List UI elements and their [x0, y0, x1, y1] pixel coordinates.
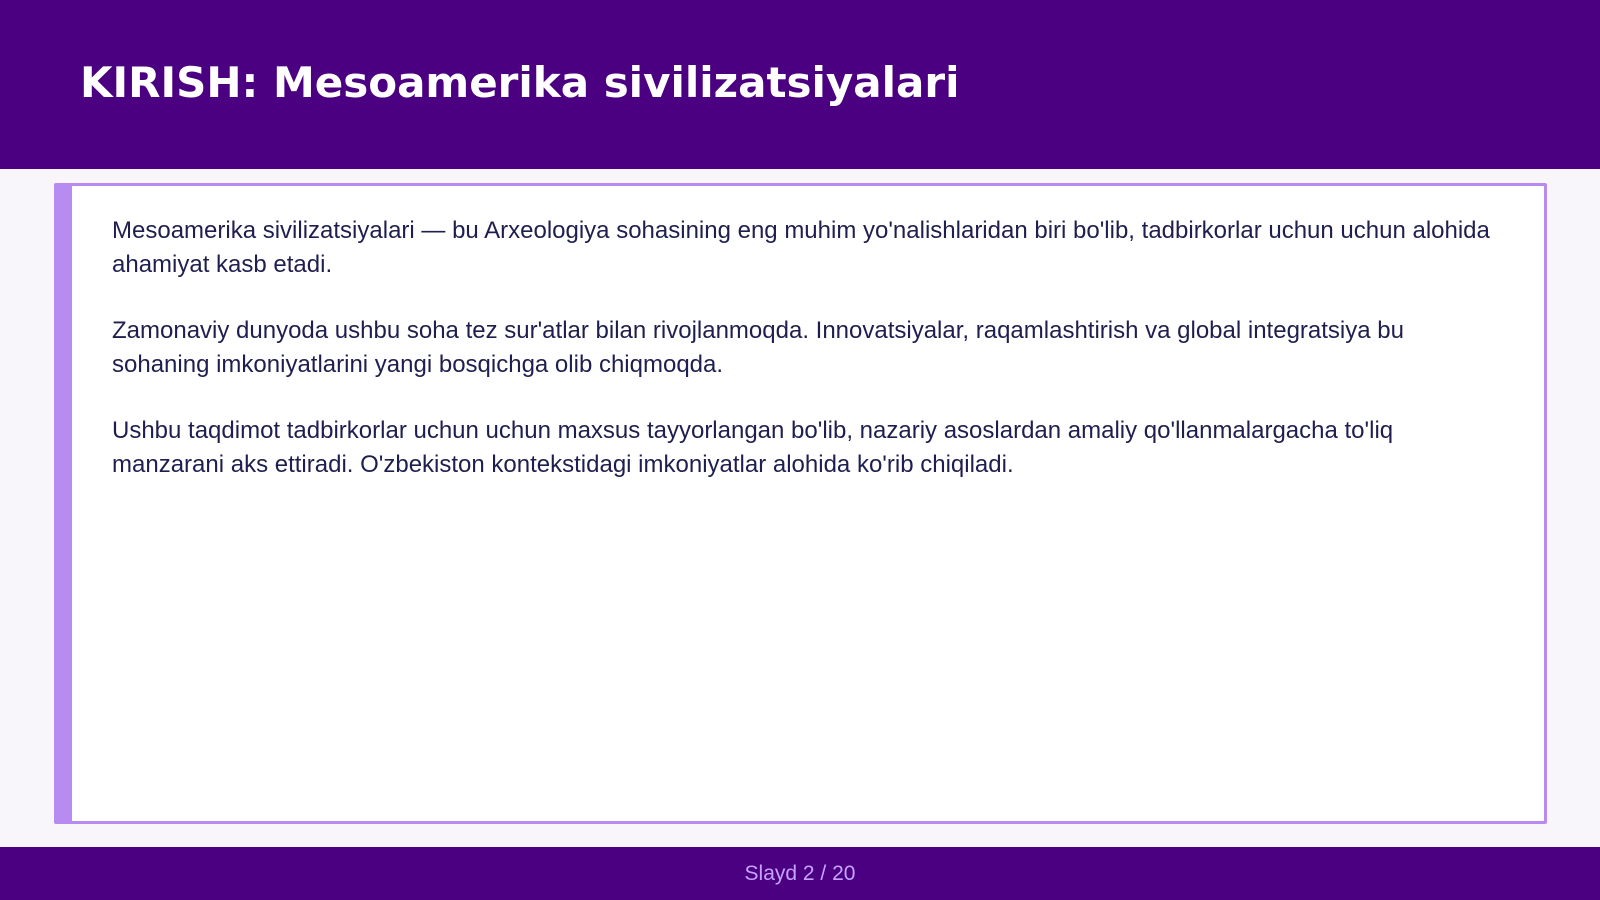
slide-counter: Slayd 2 / 20 [744, 862, 856, 885]
slide-title: KIRISH: Mesoamerika sivilizatsiyalari [80, 58, 960, 107]
paragraph-introduction: Mesoamerika sivilizatsiyalari — bu Arxeologiya sohasining eng muhim yo'nalishlaridan biri bo'lib, tadbirkorlar uchun uchun alohida ahamiyat kasb etadi. [112, 217, 1490, 278]
paragraph-modern-development: Zamonaviy dunyoda ushbu soha tez sur'atlar bilan rivojlanmoqda. Innovatsiyalar, raqamlashtirish va global integratsiya bu sohaning imkoniyatlarini yangi bosqichga olib chiqmoqda. [112, 317, 1404, 378]
content-card [54, 183, 1547, 824]
slide-footer [0, 847, 1600, 900]
slide-header [0, 0, 1600, 169]
content-text-area [112, 214, 1497, 514]
paragraph-presentation-purpose: Ushbu taqdimot tadbirkorlar uchun uchun maxsus tayyorlangan bo'lib, nazariy asoslardan amaliy qo'llanmalargacha to'liq manzarani aks ettiradi. O'zbekiston kontekstidagi imkoniyatlar alohida ko'rib chiqiladi. [112, 417, 1394, 478]
